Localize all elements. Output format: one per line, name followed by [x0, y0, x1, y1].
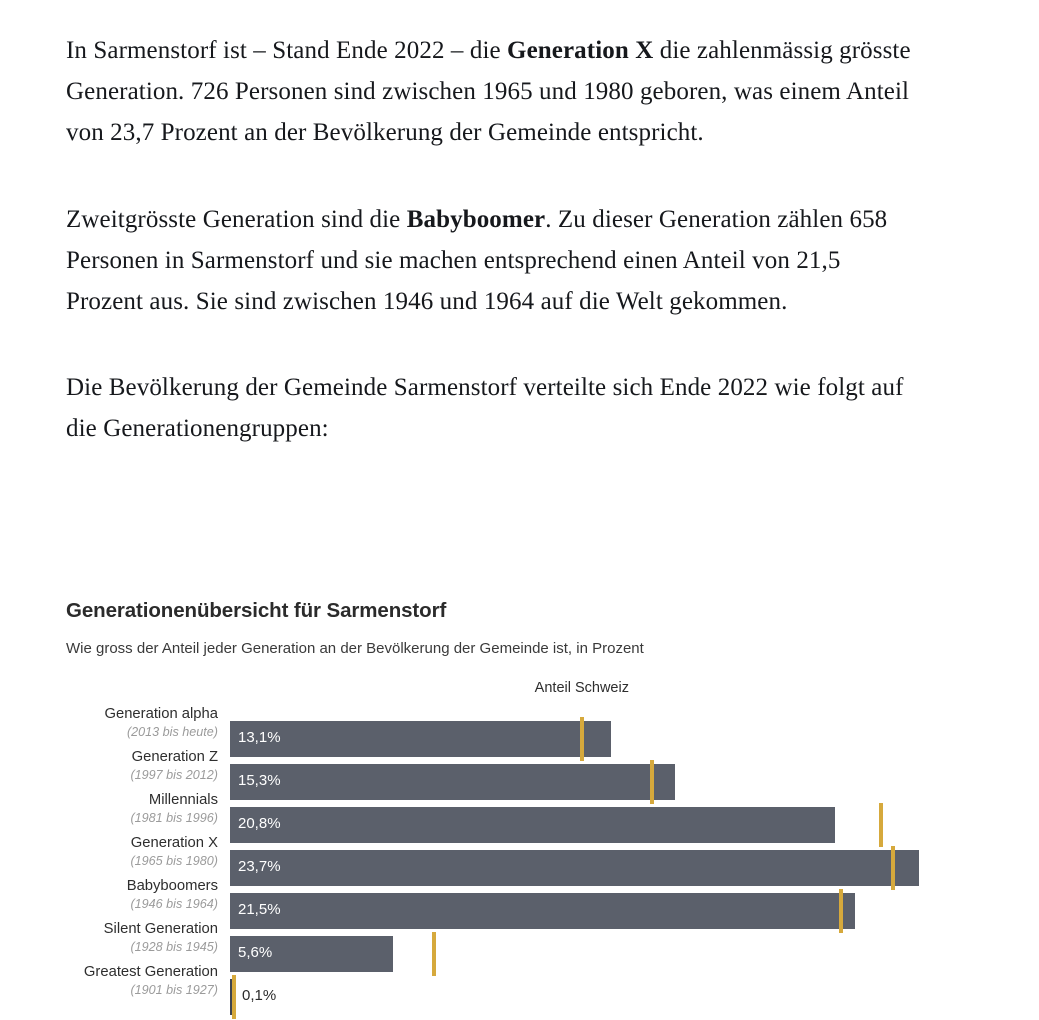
chart-plot-area — [66, 680, 986, 1004]
generation-name: Generation alpha — [104, 706, 218, 722]
paragraph-1-run-1: In Sarmenstorf ist – Stand Ende 2022 – die — [66, 37, 508, 64]
chart-bar-value: 20,8% — [238, 815, 281, 832]
generation-name: Generation X — [130, 835, 218, 851]
paragraph-2-run-3: . Zu dieser Generation zählen 658 Personen in Sarmenstorf und sie machen entsprechend einen Anteil von 21,5 Prozent aus. Sie sind zwischen 1946 und 1964 auf die Welt gekommen. — [66, 206, 888, 315]
chart-bar-track — [230, 979, 986, 1015]
generation-years: (1997 bis 2012) — [130, 768, 218, 782]
chart-row-label — [66, 834, 218, 869]
chart-rows — [66, 705, 986, 1006]
paragraph-1-emphasis-generation-x: Generation X — [507, 37, 654, 64]
chart-row — [66, 963, 986, 1006]
generation-years: (1946 bis 1964) — [130, 897, 218, 911]
chart-row-label — [66, 963, 218, 998]
chart-subtitle: Wie gross der Anteil jeder Generation an der Bevölkerung der Gemeinde ist, in Prozent — [66, 640, 644, 657]
generation-years: (2013 bis heute) — [126, 725, 218, 739]
chart-bar-value: 15,3% — [238, 772, 281, 789]
paragraph-2-run-1: Zweitgrösste Generation sind die — [66, 206, 407, 233]
chart-title: Generationenübersicht für Sarmenstorf — [66, 599, 447, 622]
generation-name: Millennials — [148, 792, 218, 808]
chart-row-label — [66, 877, 218, 912]
chart-row — [66, 920, 986, 963]
generation-name: Babyboomers — [126, 878, 218, 894]
chart-row — [66, 748, 986, 791]
article-body — [66, 0, 911, 449]
paragraph-1 — [66, 30, 911, 153]
paragraph-2 — [66, 199, 911, 322]
paragraph-1-run-3: die zahlenmässig grösste Generation. 726 Personen sind zwischen 1965 und 1980 geboren, was einem Anteil von 23,7 Prozent an der Bevölkerung der Gemeinde entspricht. — [66, 37, 911, 146]
paragraph-3-run-1: Die Bevölkerung der Gemeinde Sarmenstorf verteilte sich Ende 2022 wie folgt auf die Generationengruppen: — [66, 374, 904, 442]
generation-name: Greatest Generation — [83, 964, 218, 980]
chart-row — [66, 705, 986, 748]
annotation-anteil-schweiz: Anteil Schweiz — [534, 680, 629, 696]
chart-row — [66, 791, 986, 834]
generation-years: (1965 bis 1980) — [130, 854, 218, 868]
paragraph-2-emphasis-babyboomer: Babyboomer — [406, 206, 546, 233]
generation-name: Generation Z — [131, 749, 218, 765]
chart-row-label — [66, 705, 218, 740]
generation-years: (1981 bis 1996) — [130, 811, 218, 825]
generation-chart — [66, 598, 986, 1004]
generation-years: (1901 bis 1927) — [130, 983, 218, 997]
chart-bar-value: 23,7% — [238, 858, 281, 875]
chart-row-label — [66, 920, 218, 955]
chart-row-label — [66, 791, 218, 826]
chart-row — [66, 877, 986, 920]
chart-row — [66, 834, 986, 877]
generation-years: (1928 bis 1945) — [130, 940, 218, 954]
chart-bar-value: 13,1% — [238, 729, 281, 746]
swiss-share-marker — [232, 975, 236, 1019]
paragraph-3 — [66, 367, 911, 449]
chart-row-label — [66, 748, 218, 783]
generation-name: Silent Generation — [103, 921, 218, 937]
chart-bar-value: 21,5% — [238, 901, 281, 918]
chart-bar-value: 5,6% — [238, 944, 273, 961]
chart-bar-value: 0,1% — [242, 987, 277, 1004]
